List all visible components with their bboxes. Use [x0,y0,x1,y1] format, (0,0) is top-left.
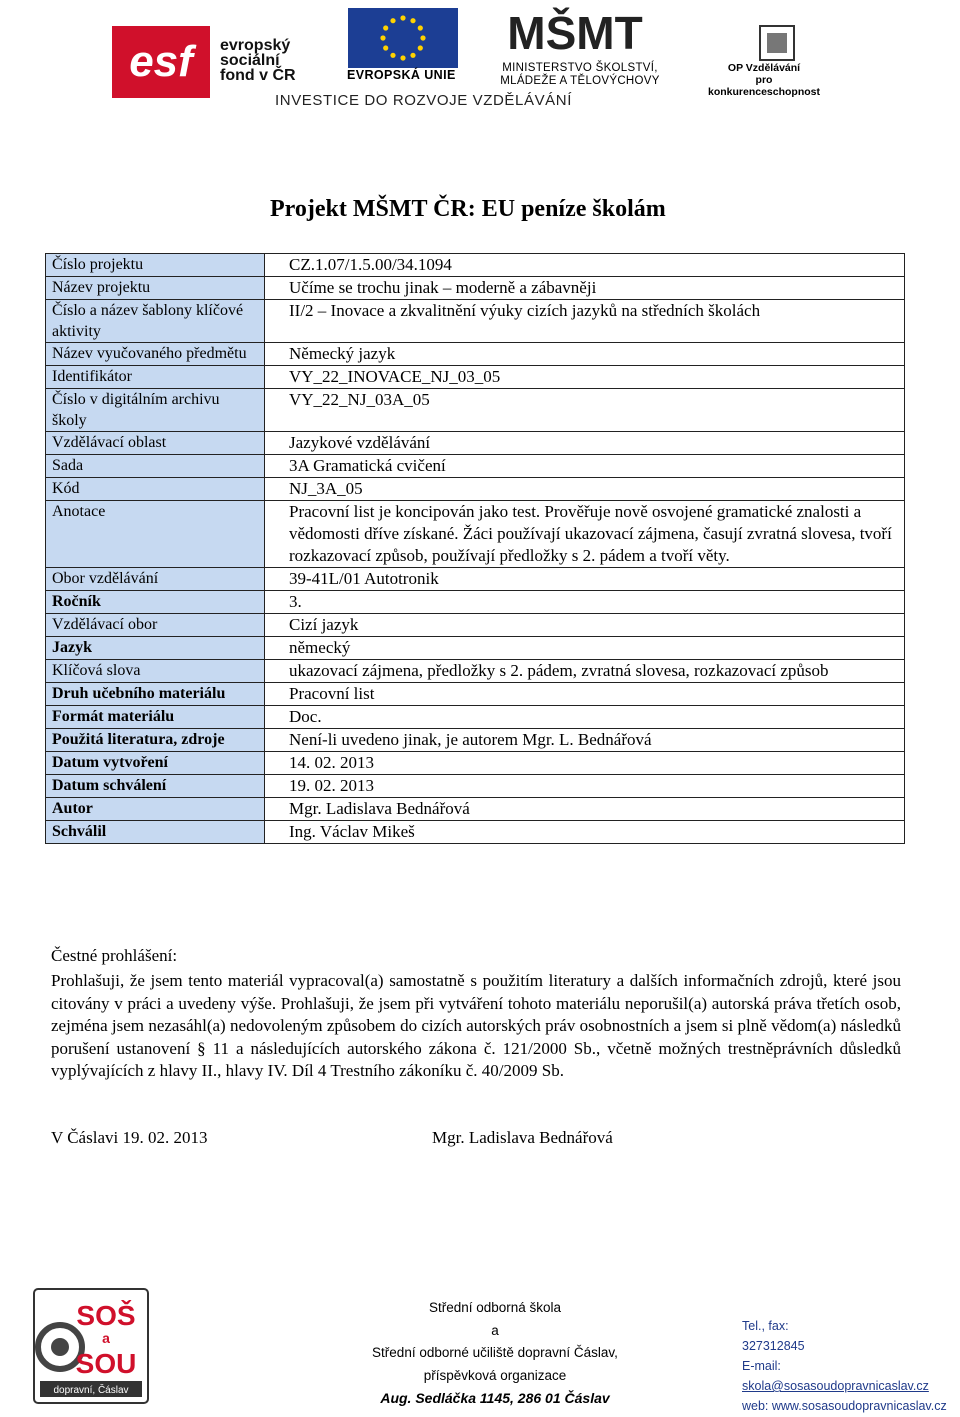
row-value: německý [265,637,905,660]
logo-text-a: a [102,1330,110,1346]
table-row [46,277,905,300]
row-label: Autor [46,798,265,821]
row-label: Klíčová slova [46,660,265,683]
row-label: Druh učebního materiálu [46,683,265,706]
email-link[interactable]: skola@sosasoudopravnicaslav.cz [742,1379,929,1393]
row-value: Cizí jazyk [265,614,905,637]
table-row [46,300,905,343]
table-row [46,432,905,455]
logo-text-sou: SOU [75,1348,137,1379]
table-row [46,729,905,752]
row-value: VY_22_INOVACE_NJ_03_05 [265,366,905,389]
table-row [46,366,905,389]
table-row [46,752,905,775]
row-value: Doc. [265,706,905,729]
row-value: II/2 – Inovace a zkvalitnění výuky cizích jazyků na středních školách [265,300,905,343]
table-row [46,775,905,798]
row-label: Číslo v digitálním archivu školy [46,389,265,432]
row-value: 19. 02. 2013 [265,775,905,798]
row-label: Číslo a název šablony klíčové aktivity [46,300,265,343]
row-value: 14. 02. 2013 [265,752,905,775]
header-logos [0,0,960,120]
row-value: Mgr. Ladislava Bednářová [265,798,905,821]
row-label: Použitá literatura, zdroje [46,729,265,752]
row-value: Pracovní list [265,683,905,706]
row-label: Datum schválení [46,775,265,798]
row-value: Německý jazyk [265,343,905,366]
school-contact: Tel., fax: 327312845 E-mail: skola@sosasoudopravnicaslav.cz web: www.sosasoudopravnicaslav.cz [742,1316,947,1416]
table-row [46,798,905,821]
row-label: Schválil [46,821,265,844]
table-row [46,591,905,614]
row-value: Ing. Václav Mikeš [265,821,905,844]
table-row [46,683,905,706]
row-value: Není-li uvedeno jinak, je autorem Mgr. L. Bednářová [265,729,905,752]
school-logo [32,1287,150,1405]
eu-label: EVROPSKÁ UNIE [347,68,456,82]
declaration-heading: Čestné prohlášení: [51,946,178,965]
row-value: Jazykové vzdělávání [265,432,905,455]
table-row [46,478,905,501]
row-label: Název projektu [46,277,265,300]
row-label: Číslo projektu [46,254,265,277]
signature-name: Mgr. Ladislava Bednářová [432,1128,613,1147]
row-label: Identifikátor [46,366,265,389]
row-label: Sada [46,455,265,478]
place-date: V Čáslavi 19. 02. 2013 [51,1128,208,1147]
row-label: Název vyučovaného předmětu [46,343,265,366]
row-label: Obor vzdělávání [46,568,265,591]
logo-text-subtitle: dopravní, Čáslav [53,1385,129,1396]
row-label: Vzdělávací oblast [46,432,265,455]
table-row [46,706,905,729]
row-label: Formát materiálu [46,706,265,729]
table-row [46,501,905,568]
page-title: Projekt MŠMT ČR: EU peníze školám [270,196,666,222]
row-label: Ročník [46,591,265,614]
row-label: Jazyk [46,637,265,660]
row-value: Učíme se trochu jinak – moderně a zábavněji [265,277,905,300]
row-value: 3A Gramatická cvičení [265,455,905,478]
row-value: Pracovní list je koncipován jako test. Prověřuje nově osvojené gramatické znalosti a vědomosti dříve získané. Žáci používají ukazovací zájmena, časují zvratná slovesa, tvoří rozkazovací způsob, používají předložky s 2. pádem a tvoří věty. [265,501,905,568]
svg-text:MŠMT: MŠMT [507,7,643,59]
row-label: Datum vytvoření [46,752,265,775]
table-row [46,254,905,277]
row-value: 39-41L/01 Autotronik [265,568,905,591]
row-value: NJ_3A_05 [265,478,905,501]
row-value: CZ.1.07/1.5.00/34.1094 [265,254,905,277]
row-label: Vzdělávací obor [46,614,265,637]
esf-text: evropský sociální fond v ČR [220,37,296,84]
declaration-text: Prohlašuji, že jsem tento materiál vypracoval(a) samostatně s použitím literatury a dalších informačních zdrojů, které jsou citovány v práci a uvedeny výše. Prohlašuji, že jsem při vytváření tohoto materiálu neporušil(a) autorská práva třetích osob, zejména jsem nezasáhl(a) nedovoleným způsobem do cizích autorských práv osobnostních a jsem si plně vědom(a) následků porušení ustanovení § 11 a následujících autorského zákona č. 121/2000 Sb., včetně možných trestněprávních důsledků vyplývajících z hlavy II., hlavy IV. Díl 4 Trestního zákoníku č. 40/2009 Sb. [51,971,901,1080]
table-row [46,343,905,366]
esf-logo [112,26,210,98]
web-link[interactable]: web: www.sosasoudopravnicaslav.cz [742,1399,947,1413]
table-row [46,821,905,844]
table-row [46,637,905,660]
row-value: ukazovací zájmena, předložky s 2. pádem, zvratná slovesa, rozkazovací způsob [265,660,905,683]
investice-banner: INVESTICE DO ROZVOJE VZDĚLÁVÁNÍ [275,92,572,109]
table-row [46,614,905,637]
op-logo [720,22,830,66]
table-row [46,389,905,432]
op-text: OP Vzdělávání pro konkurenceschopnost [707,62,821,98]
table-row [46,455,905,478]
svg-text:esf: esf [129,37,193,86]
table-row [46,660,905,683]
row-label: Anotace [46,501,265,568]
msmt-logo [507,5,643,63]
school-address: Střední odborná škola a Střední odborné učiliště dopravní Čáslav, příspěvková organizace Aug. Sedláčka 1145, 286 01 Čáslav [372,1300,618,1406]
project-info-table [45,253,905,844]
logo-text-sos: SOŠ [76,1300,136,1331]
table-row [46,568,905,591]
row-value: VY_22_NJ_03A_05 [265,389,905,432]
row-value: 3. [265,591,905,614]
msmt-text: MINISTERSTVO ŠKOLSTVÍ, MLÁDEŽE A TĚLOVÝCHOVY [500,62,660,87]
row-label: Kód [46,478,265,501]
eu-flag-icon [348,8,458,68]
